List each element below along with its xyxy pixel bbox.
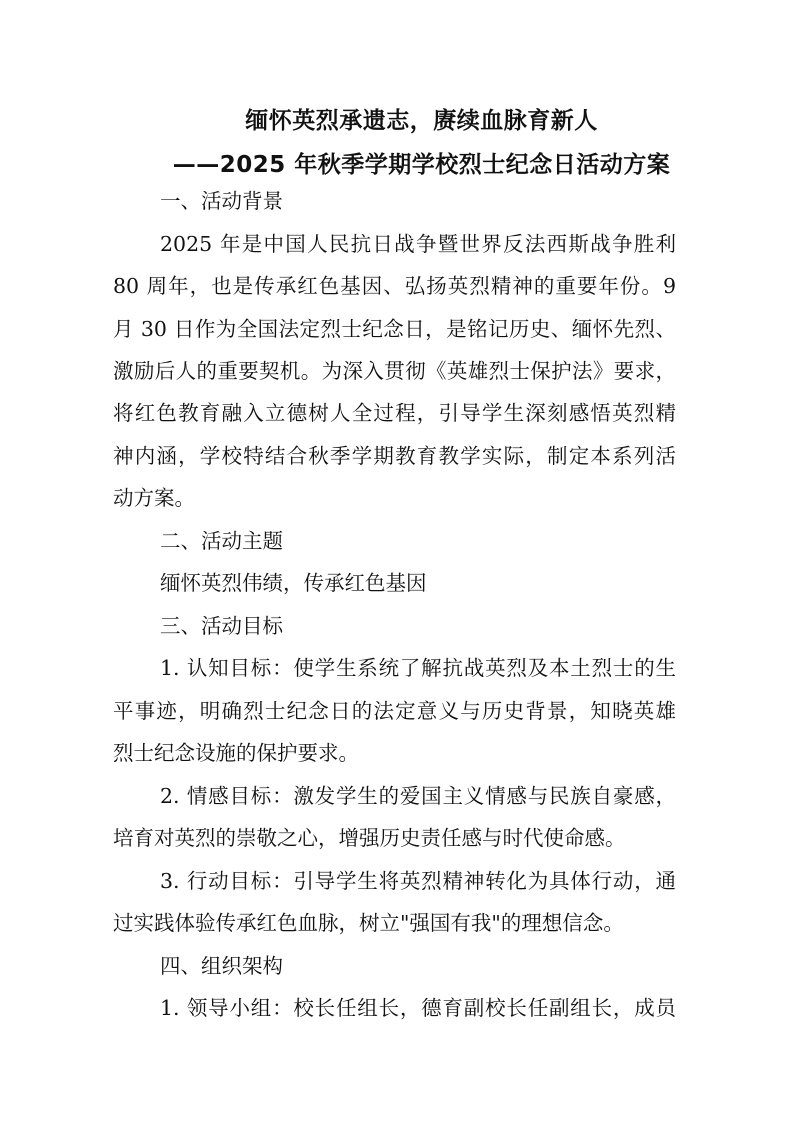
paragraph-line: 月 30 日作为全国法定烈士纪念日，是铭记历史、缅怀先烈、 bbox=[113, 317, 676, 341]
paragraph-line: 神内涵，学校特结合秋季学期教育教学实际，制定本系列活 bbox=[113, 444, 676, 468]
theme-text: 缅怀英烈伟绩，传承红色基因 bbox=[160, 571, 427, 595]
list-item-line: 平事迹，明确烈士纪念日的法定意义与历史背景，知晓英雄 bbox=[113, 699, 676, 723]
list-item-line: 1. 认知目标：使学生系统了解抗战英烈及本土烈士的生 bbox=[160, 656, 676, 680]
paragraph-line: 将红色教育融入立德树人全过程，引导学生深刻感悟英烈精 bbox=[113, 401, 676, 425]
list-item-line: 1. 领导小组：校长任组长，德育副校长任副组长，成员 bbox=[160, 996, 676, 1020]
paragraph-line: 80 周年，也是传承红色基因、弘扬英烈精神的重要年份。9 bbox=[113, 274, 676, 298]
section-heading-theme: 二、活动主题 bbox=[160, 529, 283, 553]
list-item-line: 3. 行动目标：引导学生将英烈精神转化为具体行动，通 bbox=[160, 869, 676, 893]
paragraph-line: 动方案。 bbox=[113, 486, 195, 510]
document-title: 缅怀英烈承遗志，赓续血脉育新人 bbox=[245, 108, 598, 134]
list-item-line: 烈士纪念设施的保护要求。 bbox=[113, 741, 359, 765]
section-heading-organization: 四、组织架构 bbox=[160, 954, 283, 978]
list-item-line: 培育对英烈的崇敬之心，增强历史责任感与时代使命感。 bbox=[113, 826, 626, 850]
paragraph-line: 2025 年是中国人民抗日战争暨世界反法西斯战争胜利 bbox=[160, 232, 676, 256]
list-item-line: 过实践体验传承红色血脉，树立"强国有我"的理想信念。 bbox=[113, 911, 624, 935]
list-item-line: 2. 情感目标：激发学生的爱国主义情感与民族自豪感， bbox=[160, 784, 676, 808]
section-heading-background: 一、活动背景 bbox=[160, 189, 283, 213]
document-subtitle: ——2025 年秋季学期学校烈士纪念日活动方案 bbox=[172, 152, 671, 178]
section-heading-goals: 三、活动目标 bbox=[160, 614, 283, 638]
paragraph-line: 激励后人的重要契机。为深入贯彻《英雄烈士保护法》要求， bbox=[113, 359, 676, 383]
